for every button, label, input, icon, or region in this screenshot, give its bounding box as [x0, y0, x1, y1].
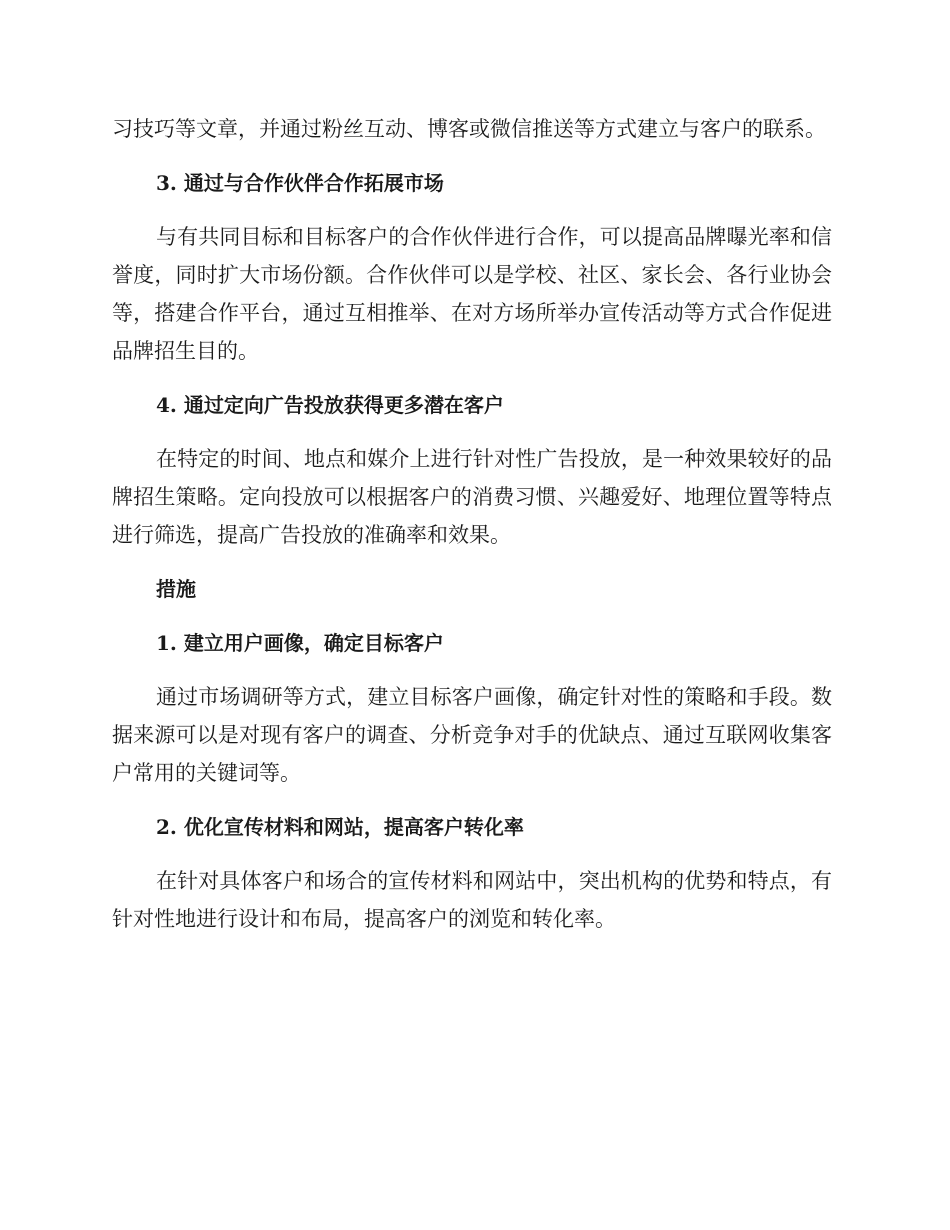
paragraph-user-profile: 通过市场调研等方式，建立目标客户画像，确定针对性的策略和手段。数据来源可以是对现有客户的调查、分析竞争对手的优缺点、通过互联网收集客户常用的关键词等。: [112, 685, 832, 785]
paragraph-continued: 习技巧等文章，并通过粉丝互动、博客或微信推送等方式建立与客户的联系。: [112, 117, 826, 141]
section-heading-3: 3. 通过与合作伙伴合作拓展市场: [156, 171, 444, 195]
paragraph-partners: 与有共同目标和目标客户的合作伙伴进行合作，可以提高品牌曝光率和信誉度，同时扩大市场份额。合作伙伴可以是学校、社区、家长会、各行业协会等，搭建合作平台，通过互相推举、在对方场所举办宣传活动等方式合作促进品牌招生目的。: [112, 225, 832, 363]
measure-heading-2: 2. 优化宣传材料和网站，提高客户转化率: [156, 815, 524, 839]
section-heading-measures: 措施: [156, 577, 196, 601]
paragraph-targeted-ads: 在特定的时间、地点和媒介上进行针对性广告投放，是一种效果较好的品牌招生策略。定向投放可以根据客户的消费习惯、兴趣爱好、地理位置等特点进行筛选，提高广告投放的准确率和效果。: [112, 447, 832, 547]
paragraph-optimize-materials: 在针对具体客户和场合的宣传材料和网站中，突出机构的优势和特点，有针对性地进行设计和布局，提高客户的浏览和转化率。: [112, 869, 832, 931]
measure-heading-1: 1. 建立用户画像，确定目标客户: [156, 631, 444, 655]
section-heading-4: 4. 通过定向广告投放获得更多潜在客户: [156, 393, 504, 417]
document-page: [112, 110, 832, 954]
